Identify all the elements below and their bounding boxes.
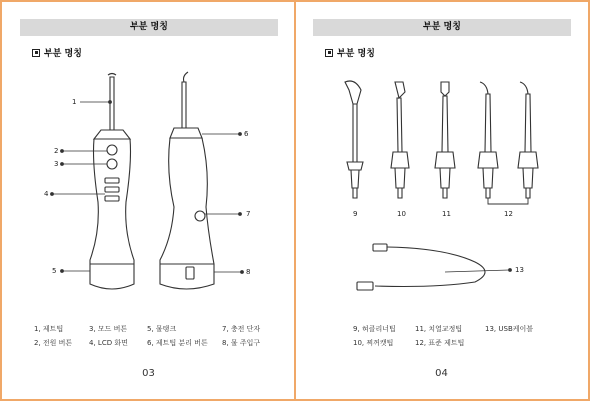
part-item: 8, 물 주입구 bbox=[222, 339, 261, 347]
page-number: 04 bbox=[435, 368, 448, 379]
page-header: 부분 명칭 bbox=[20, 19, 278, 36]
callout-10: 10 bbox=[397, 210, 406, 218]
callout-1: 1 bbox=[72, 98, 77, 106]
callout-13: 13 bbox=[515, 266, 524, 274]
callout-5: 5 bbox=[52, 267, 57, 275]
part-item: 12, 표준 제트팁 bbox=[415, 339, 465, 347]
callout-4: 4 bbox=[44, 190, 49, 198]
part-item: 1, 제트팁 bbox=[34, 325, 64, 333]
callout-6: 6 bbox=[244, 130, 249, 138]
part-item: 11, 치열교정팁 bbox=[415, 325, 463, 333]
callout-12: 12 bbox=[504, 210, 513, 218]
callout-8: 8 bbox=[246, 268, 251, 276]
page-header: 부분 명칭 bbox=[313, 19, 571, 36]
page-number: 03 bbox=[142, 368, 155, 379]
callout-9: 9 bbox=[353, 210, 358, 218]
part-item: 10, 찌꺼캣팁 bbox=[353, 339, 394, 347]
callout-7: 7 bbox=[246, 210, 251, 218]
part-item: 13, USB케이블 bbox=[485, 325, 534, 333]
part-item: 9, 혀클리너팁 bbox=[353, 325, 396, 333]
page-left bbox=[0, 0, 295, 401]
part-item: 5, 물탱크 bbox=[147, 325, 177, 333]
section-title-text: 부분 명칭 bbox=[337, 49, 375, 59]
page-right bbox=[295, 0, 590, 401]
page-divider bbox=[294, 0, 296, 401]
part-item: 4, LCD 화면 bbox=[89, 339, 128, 347]
callout-2: 2 bbox=[54, 147, 59, 155]
part-item: 7, 충전 단자 bbox=[222, 325, 261, 333]
part-item: 3, 모드 버튼 bbox=[89, 325, 128, 333]
section-title-text: 부분 명칭 bbox=[44, 49, 82, 59]
part-item: 2, 전원 버튼 bbox=[34, 339, 73, 347]
callout-3: 3 bbox=[54, 160, 59, 168]
part-item: 6, 제트팁 분리 버튼 bbox=[147, 339, 208, 347]
parts-list bbox=[295, 2, 590, 403]
parts-list bbox=[2, 2, 297, 403]
callout-11: 11 bbox=[442, 210, 451, 218]
